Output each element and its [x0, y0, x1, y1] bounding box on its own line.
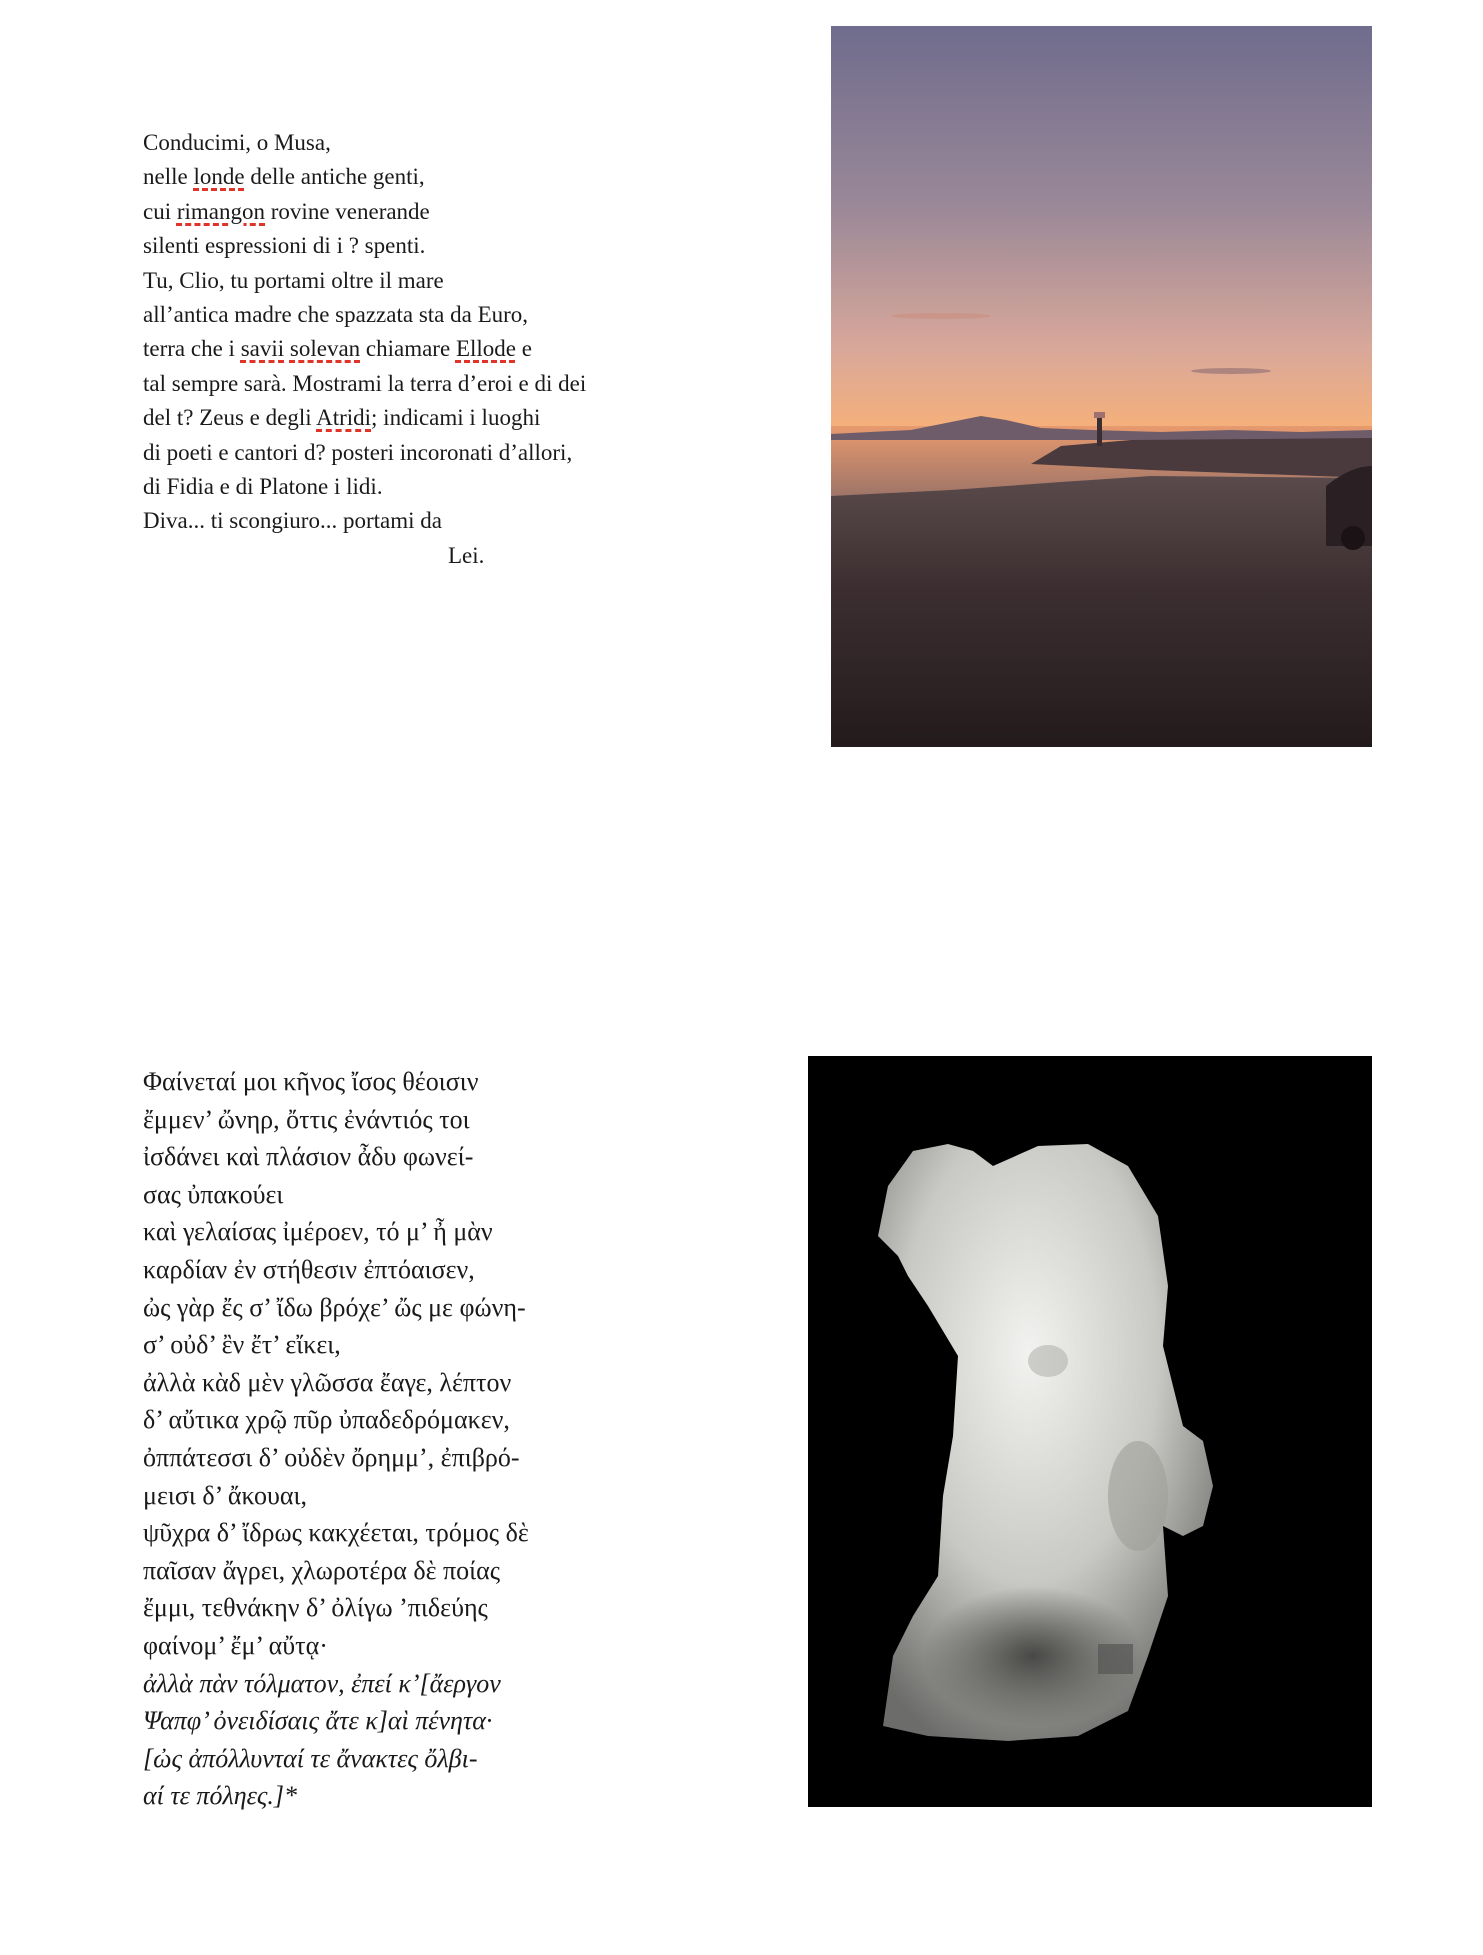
poem-line: ἔμμι, τεθνάκην δ’ ὀλίγω ’πιδεύης — [143, 1593, 488, 1623]
poem-line: ἀλλὰ κὰδ μὲν γλῶσσα ἔαγε, λέπτον — [143, 1367, 512, 1397]
poem-line: Tu, Clio, tu portami oltre il mare — [143, 267, 444, 293]
poem-line: tal sempre sarà. Mostrami la terra d’eroi e di dei — [143, 370, 587, 396]
poem-line: ψῦχρα δ’ ἴδρως κακχέεται, τρόμος δὲ — [143, 1518, 529, 1548]
poem-line: Ψαπφ’ ὀνειδίσαις ἄτε κ]αὶ πένητα· — [143, 1706, 493, 1736]
poem-line: [ὠς ἀπόλλυνταί τε ἄνακτες ὄλβι- — [143, 1743, 478, 1773]
misspelled-word: rimangon — [176, 198, 266, 224]
text-run: nelle — [143, 164, 194, 190]
poem-line: ἀλλὰ πὰν τόλματον, ἐπεί κ’[ἄεργον — [143, 1668, 501, 1698]
misspelled-word: solevan — [289, 336, 361, 362]
text-run: cui — [143, 198, 177, 224]
poem-line: σας ὐπακούει — [143, 1179, 284, 1209]
text-run: delle antiche genti, — [244, 164, 425, 190]
poem-line: ἰσδάνει καὶ πλάσιον ἆδυ φωνεί- — [143, 1142, 474, 1172]
poem-line: Lei. — [448, 542, 485, 568]
statue-photo — [808, 1056, 1372, 1807]
poem-line: φαίνομ’ ἔμ’ αὔτᾳ· — [143, 1630, 328, 1660]
misspelled-word: Atridi — [316, 405, 372, 431]
italian-poem — [143, 126, 683, 573]
poem-line: ὀππάτεσσι δ’ οὐδὲν ὄρημμ’, ἐπιβρό- — [143, 1442, 520, 1472]
text-run: chiamare — [360, 336, 456, 362]
misspelled-word: savii — [240, 336, 285, 362]
poem-line: ὠς γὰρ ἔς σ’ ἴδω βρόχε’ ὤς με φώνη- — [143, 1292, 526, 1322]
poem-line: ἔμμεν’ ὤνηρ, ὄττις ἐνάντιός τοι — [143, 1104, 470, 1134]
poem-line: Φαίνεταί μοι κῆνος ἴσος θέοισιν — [143, 1067, 479, 1096]
poem-line: di poeti e cantori d? posteri incoronati d’allori, — [143, 439, 573, 465]
text-run: ; indicami i luoghi — [371, 405, 541, 431]
poem-line — [143, 160, 683, 194]
text-run: rovine venerande — [265, 198, 430, 224]
poem-line — [143, 195, 683, 229]
poem-line: all’antica madre che spazzata sta da Euro, — [143, 301, 529, 327]
misspelled-word: londe — [193, 164, 245, 190]
poem-line: di Fidia e di Platone i lidi. — [143, 473, 383, 499]
poem-line: Conducimi, o Musa, — [143, 130, 331, 155]
poem-line: silenti espressioni di i ? spenti. — [143, 233, 426, 259]
poem-line: δ’ αὔτικα χρῷ πῦρ ὐπαδεδρόμακεν, — [143, 1405, 510, 1435]
poem-line: καὶ γελαίσας ἰμέροεν, τό μ’ ἦ μὰν — [143, 1217, 493, 1247]
sunset-photo — [831, 26, 1372, 747]
text-run: e — [515, 336, 532, 362]
poem-line: παῖσαν ἄγρει, χλωροτέρα δὲ ποίας — [143, 1555, 501, 1585]
poem-line: μεισι δ’ ἄκουαι, — [143, 1480, 307, 1510]
text-run: del t? Zeus e degli — [143, 405, 317, 431]
poem-line: αί τε πόληες.]* — [143, 1781, 298, 1811]
misspelled-word: Ellode — [455, 336, 516, 362]
poem-line: καρδίαν ἐν στήθεσιν ἐπτόαισεν, — [143, 1254, 475, 1284]
text-run: terra che i — [143, 336, 241, 362]
poem-line — [143, 401, 683, 435]
poem-line — [143, 332, 683, 366]
greek-poem — [143, 1063, 663, 1815]
poem-line: Diva... ti scongiuro... portami da — [143, 508, 442, 534]
poem-line: σ’ οὐδ’ ἒν ἔτ’ εἴκει, — [143, 1330, 341, 1360]
